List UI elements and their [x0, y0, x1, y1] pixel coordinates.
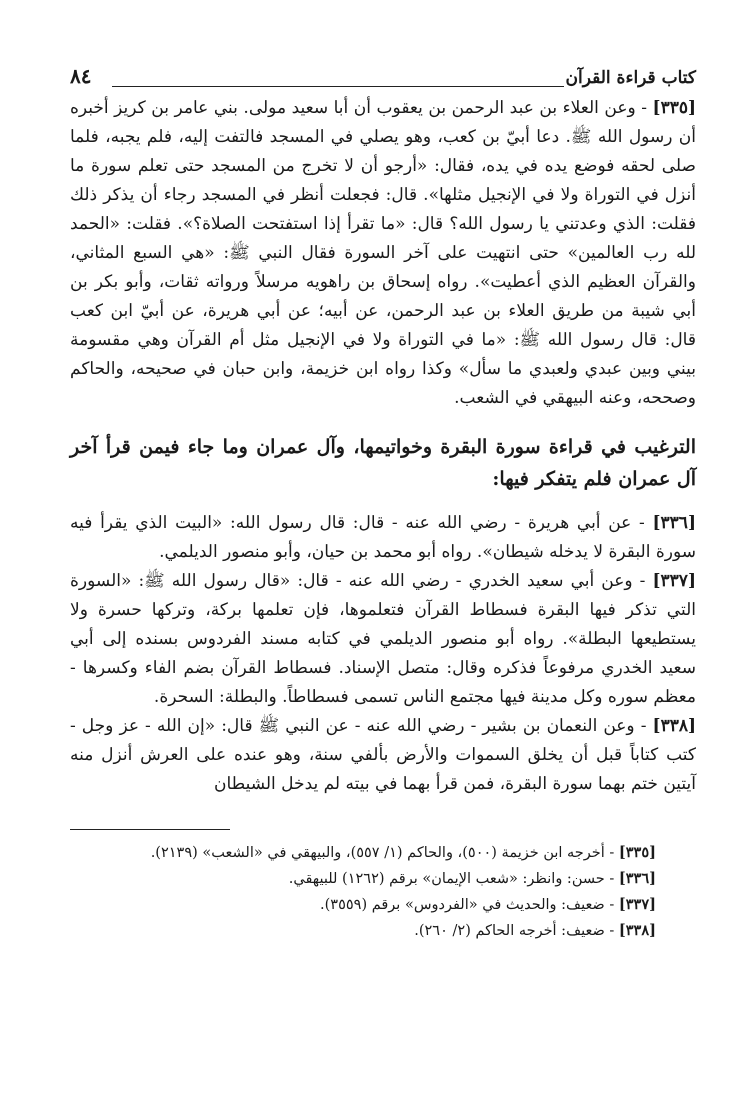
- hadith-text: - عن أبي هريرة - رضي الله عنه - قال: قال رسول الله: «البيت الذي يقرأ فيه سورة البقرة لا يدخله شيطان». رواه أبو محمد بن حيان، وأبو منصور الديلمي.: [70, 513, 696, 562]
- hadith-text: - وعن أبي سعيد الخدري - رضي الله عنه - قال: «قال رسول الله ﷺ: «السورة التي تذكر فيها البقرة فسطاط القرآن فتعلموها، فإن تعلمها بركة، وتركها حسرة ولا يستطيعها البطلة». رواه أبو منصور الديلمي في كتابه مسند الفردوس بسنده إلى أبي سعيد الخدري مرفوعاً فذكره وقال: متصل الإسناد. فسطاط القرآن بضم الفاء وكسرها - معظم سوره وكل مدينة فيها مجتمع الناس تسمى فسطاطاً. والبطلة: السحرة.: [70, 571, 696, 707]
- footnote-number: [٣٣٥]: [618, 844, 656, 861]
- footnote-item: [70, 866, 656, 892]
- footnote-item: [70, 892, 656, 918]
- footnote-number: [٣٣٦]: [618, 870, 656, 887]
- footnote-text: - ضعيف: والحديث في «الفردوس» برقم (٣٥٥٩).: [320, 897, 615, 913]
- hadith-338: [70, 712, 696, 799]
- book-page: [70, 60, 696, 944]
- footnote-item: [70, 840, 656, 866]
- footnotes: [70, 840, 696, 944]
- hadith-text: - وعن النعمان بن بشير - رضي الله عنه - عن النبي ﷺ قال: «إن الله - عز وجل - كتب كتاباً قبل أن يخلق السموات والأرض بألفي سنة، وهو عنده على العرش أنزل منه آيتين ختم بهما سورة البقرة، فمن قرأ بهما في بيته لم يدخل الشيطان: [70, 716, 696, 794]
- hadith-335: [70, 94, 696, 413]
- footnote-text: - أخرجه ابن خزيمة (٥٠٠)، والحاكم (١/ ٥٥٧)، والبيهقي في «الشعب» (٢١٣٩).: [150, 845, 615, 861]
- footnote-rule: [70, 829, 230, 830]
- book-title: كتاب قراءة القرآن: [565, 68, 696, 88]
- hadith-337: [70, 567, 696, 712]
- page-header: [70, 60, 696, 94]
- footnote-text: - حسن: وانظر: «شعب الإيمان» برقم (١٢٦٢) للبيهقي.: [288, 871, 615, 887]
- section-heading: الترغيب في قراءة سورة البقرة وخواتيمها، وآل عمران وما جاء فيمن قرأ آخر آل عمران فلم يتفكر فيها:: [70, 436, 696, 490]
- hadith-text: - وعن العلاء بن عبد الرحمن بن يعقوب أن أبا سعيد مولى. بني عامر بن كريز أخبره أن رسول الله ﷺ. دعا أبيّ بن كعب، وهو يصلي في المسجد فالتفت إليه، فلم يجبه، فلما صلى لحقه فوضع يده في يده، فقال: «أرجو أن لا تخرج من المسجد حتى تعلم سورة ما أنزل في التوراة ولا في الإنجيل مثلها». قال: فجعلت أنظر في المسجد رجاء أن يذكر ذلك فقلت: الذي وعدتني يا رسول الله؟ قال: «ما تقرأ إذا استفتحت الصلاة؟». فقلت: «الحمد لله رب العالمين» حتى انتهيت على آخر السورة فقال النبي ﷺ: «هي السبع المثاني، والقرآن العظيم الذي أعطيت». رواه إسحاق بن راهويه مرسلاً ورواته ثقات، وأبو بكر بن أبي شيبة من طريق العلاء بن عبد الرحمن، عن أبيه؛ عن أبي هريرة، عن أبيّ ابن كعب قال: قال رسول الله ﷺ: «ما في التوراة ولا في الإنجيل مثل أم القرآن وهي مقسومة بيني وبين عبدي ولعبدي ما سأل» وكذا رواه ابن خزيمة، وابن حبان في صحيحه، والحاكم وصححه، وعنه البيهقي في الشعب.: [70, 98, 697, 408]
- footnote-text: - ضعيف: أخرجه الحاكم (٢/ ٢٦٠).: [414, 923, 615, 939]
- hadith-number: [٣٣٦]: [652, 513, 696, 533]
- footnote-number: [٣٣٧]: [618, 896, 656, 913]
- hadith-number: [٣٣٨]: [652, 716, 697, 736]
- header-rule: [112, 86, 564, 87]
- page-number: ٨٤: [70, 64, 92, 88]
- footnote-number: [٣٣٨]: [618, 922, 656, 939]
- hadith-number: [٣٣٧]: [652, 571, 696, 591]
- hadith-number: [٣٣٥]: [652, 98, 697, 118]
- footnote-item: [70, 918, 656, 944]
- hadith-336: [70, 509, 696, 567]
